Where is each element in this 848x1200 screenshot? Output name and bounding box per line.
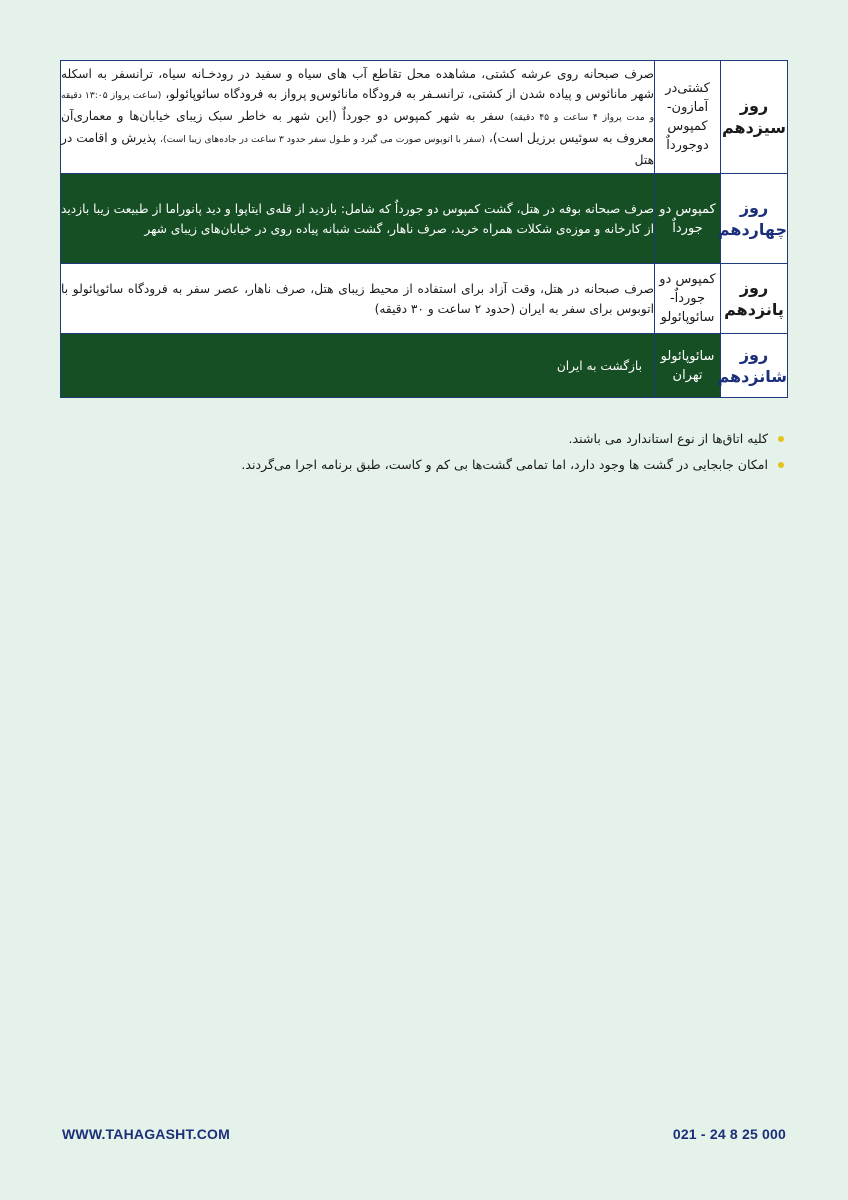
day-label: روز شانزدهم (721, 334, 788, 398)
day-description (61, 61, 655, 174)
day-description: بازگشت به ایران (61, 334, 655, 398)
city-label: کمپوس دو جورداٌ (655, 174, 721, 264)
itinerary-row-day-15 (61, 264, 788, 334)
bus-note: (سفر با اتوبوس صورت می گیرد و طـول سفر حدود ۳ ساعت در جاده‌های زیبا است)، (160, 134, 485, 145)
city-label: کمپوس دو جورداٌ- سائوپائولو (655, 264, 721, 334)
itinerary-table (60, 60, 788, 398)
flight-note: (ساعت پرواز ۱۳:۰۵ دقیقه و مدت پرواز ۴ ساعت و ۴۵ دقیقه) (61, 90, 655, 123)
day-description: صرف صبحانه در هتل، وقت آزاد برای استفاده از محیط زیبای هتل، صرف ناهار، عصر سفر به فرودگاه سائوپائولو با اتوبوس برای سفر به ایران (حدود ۲ ساعت و ۳۰ دقیقه) (61, 264, 655, 334)
itinerary-row-day-13 (61, 61, 788, 174)
day-label: روز چهاردهم (721, 174, 788, 264)
day-description: صرف صبحانه بوفه در هتل، گشت کمپوس دو جورداٌ که شامل: بازدید از قله‌ی ایتاپوا و دید پانوراما از طبیعت زیبا بازدید از کارخانه و موزه‌ی شکلات همراه خرید، صرف ناهار، گشت شبانه پیاده روی در خیابان‌های زیبای شهر (61, 174, 655, 264)
description-text-3: پذیرش و اقامت در هتل (61, 131, 654, 167)
bullet-dot-icon (778, 462, 784, 468)
day-label: روز پانزدهم (721, 264, 788, 334)
bullet-dot-icon (778, 436, 784, 442)
note-item (60, 428, 768, 450)
note-text: امکان جابجایی در گشت ها وجود دارد، اما تمامی گشت‌ها بی کم و کاست، طبق برنامه اجرا می‌گردند. (241, 457, 768, 472)
note-text: کلیه اتاق‌ها از نوع استاندارد می باشند. (568, 431, 768, 446)
note-item (60, 454, 768, 476)
city-label: سائوپائولو تهران (655, 334, 721, 398)
footer-website[interactable]: WWW.TAHAGASHT.COM (62, 1126, 231, 1142)
description-text-2: سفر به شهر کمپوس دو جورداٌ (این شهر به خاطر سبک زیبای خیابان‌ها و معماری‌آن معروف به سوئیس برزیل است)، (61, 109, 655, 145)
city-label: کشتی‌در آمازون- کمپوس دوجورداٌ (655, 61, 721, 174)
itinerary-row-day-14 (61, 174, 788, 264)
itinerary-row-day-16 (61, 334, 788, 398)
description-text: صرف صبحانه روی عرشه کشتی، مشاهده محل تقاطع آب های سیاه و سفید در رودخـانه سیاه، ترانسفر به اسکله شهر مانائوس و پیاده شدن از کشتی، ترانسـفر به فرودگاه مانائوس‌و پرواز به فرودگاه سائوپائولو، (61, 67, 655, 101)
notes-list (60, 428, 768, 480)
day-label: روز سیزدهم (721, 61, 788, 174)
footer-phone[interactable]: 021 - 24 8 25 000 (672, 1126, 786, 1142)
